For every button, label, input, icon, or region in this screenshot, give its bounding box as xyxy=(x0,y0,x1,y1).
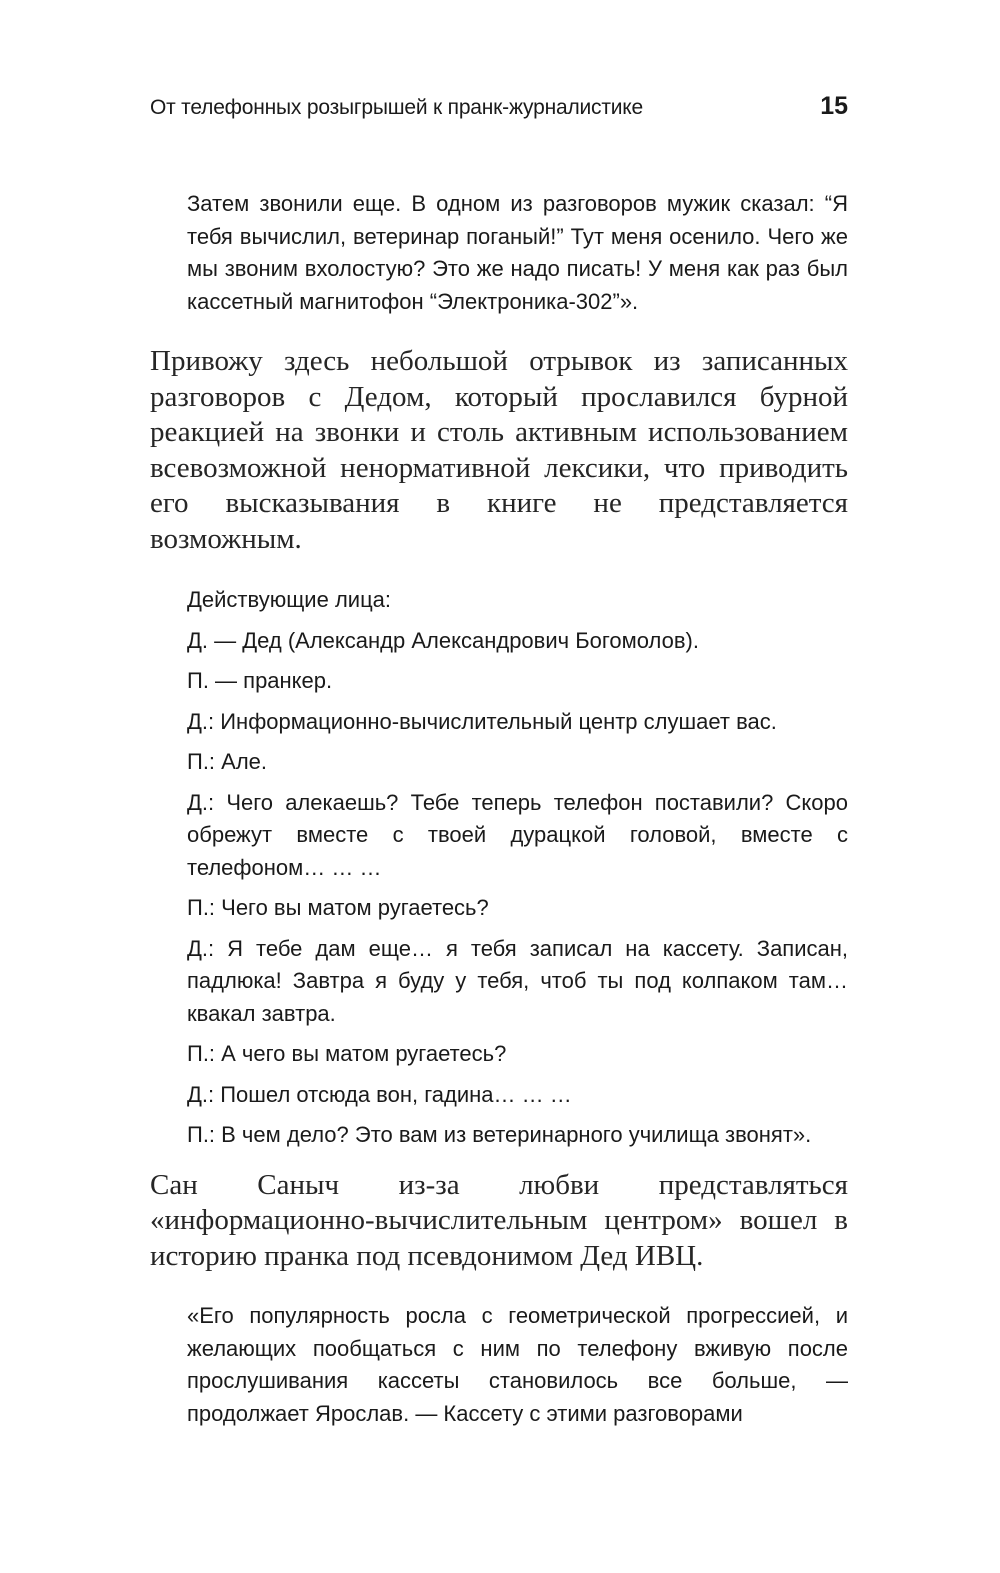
quote-intro-block xyxy=(187,188,848,318)
dialogue-line: Действующие лица: xyxy=(187,587,392,612)
dialogue-line: П.: Але. xyxy=(187,749,268,774)
quote-outro-text: «Его популярность росла с геометрической прогрессией, и желающих пообщаться с ним по телефону вживую после прослушивания кассеты становилось все больше, — продолжает Ярослав. — Кассету с этими разговорами xyxy=(187,1303,848,1426)
dialogue-line: П.: Чего вы матом ругаетесь? xyxy=(187,895,489,920)
running-title: От телефонных розыгрышей к пранк-журналистике xyxy=(150,96,644,119)
book-page xyxy=(150,92,848,1430)
dialogue-line: П. — пранкер. xyxy=(187,668,333,693)
dialogue-line: П.: А чего вы матом ругаетесь? xyxy=(187,1041,507,1066)
dialogue-line: Д. — Дед (Александр Александрович Богомолов). xyxy=(187,627,699,653)
dialogue-line: Д.: Информационно-вычислительный центр слушает вас. xyxy=(187,708,777,734)
quote-intro-text: Затем звонили еще. В одном из разговоров мужик сказал: “Я тебя вычислил, ветеринар поганый!” Тут меня осенило. Чего же мы звоним вхолостую? Это же надо писать! У меня как раз был кассетный магнитофон “Электроника-302”». xyxy=(187,191,848,314)
running-head xyxy=(150,92,848,132)
body-paragraph-2: Сан Саныч из-за любви представляться «информационно-вычислительным центром» вошел в историю пранка под псевдонимом Дед ИВЦ. xyxy=(150,1168,848,1272)
dialogue-line: П.: В чем дело? Это вам из ветеринарного училища звонят». xyxy=(187,1122,812,1147)
dialogue-line: Д.: Чего алекаешь? Тебе теперь телефон поставили? Скоро обрежут вместе с твоей дурацкой головой, вместе с телефоном… … … xyxy=(187,789,848,880)
dialogue-line: Д.: Я тебе дам еще… я тебя записал на кассету. Записан, падлюка! Завтра я буду у тебя, чтоб ты под колпаком там… квакал завтра. xyxy=(187,935,848,1026)
dialogue-line: Д.: Пошел отсюда вон, гадина… … … xyxy=(187,1081,572,1107)
quote-outro-block xyxy=(187,1300,848,1430)
dialogue-block xyxy=(187,584,848,1152)
body-paragraph-1: Привожу здесь небольшой отрывок из записанных разговоров с Дедом, который прославился бурной реакцией на звонки и столь активным использованием всевозможной ненормативной лексики, что приводить его высказывания в книге не представляется возможным. xyxy=(150,345,848,555)
page-number: 15 xyxy=(820,92,848,120)
